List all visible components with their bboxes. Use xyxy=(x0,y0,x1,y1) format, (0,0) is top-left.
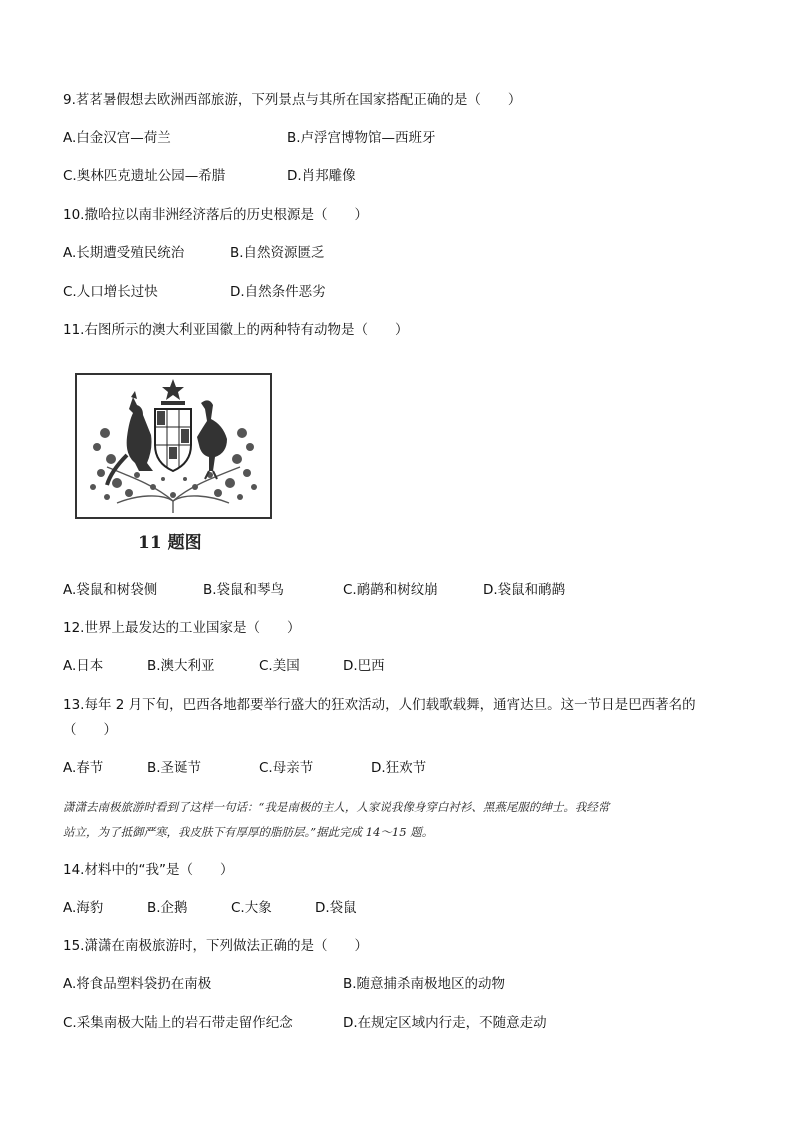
q13-stem-line1: 13.每年 2 月下旬，巴西各地都要举行盛大的狂欢活动，人们载歌载舞，通宵达旦。这一节日是巴西著名的 xyxy=(63,697,696,713)
q15-option-b: B.随意捕杀南极地区的动物 xyxy=(343,976,506,992)
q11-option-d: D.袋鼠和鸸鹋 xyxy=(483,582,566,598)
q15-option-a: A.将食品塑料袋扔在南极 xyxy=(63,976,212,992)
q13-option-a: A.春节 xyxy=(63,760,104,776)
q12-stem: 12.世界上最发达的工业国家是（ ） xyxy=(63,620,301,636)
q10-option-b: B.自然资源匮乏 xyxy=(230,245,325,261)
q14-option-c: C.大象 xyxy=(231,900,272,916)
australia-coat-of-arms-image xyxy=(77,375,270,517)
q15-option-d: D.在规定区域内行走，不随意走动 xyxy=(343,1015,547,1031)
q14-option-d: D.袋鼠 xyxy=(315,900,357,916)
q14-option-a: A.海豹 xyxy=(63,900,104,916)
q10-stem: 10.撒哈拉以南非洲经济落后的历史根源是（ ） xyxy=(63,207,368,223)
q12-option-d: D.巴西 xyxy=(343,658,385,674)
q10-option-a: A.长期遭受殖民统治 xyxy=(63,245,185,261)
q10-option-d: D.自然条件恶劣 xyxy=(230,284,326,300)
q15-stem: 15.潇潇在南极旅游时，下列做法正确的是（ ） xyxy=(63,938,368,954)
reading-material-line1: 潇潇去南极旅游时看到了这样一句话：“我是南极的主人，人家说我像身穿白衬衫、黑燕尾服的绅士。我经常 xyxy=(63,800,610,814)
q9-option-a: A.白金汉宫—荷兰 xyxy=(63,130,171,146)
q9-option-b: B.卢浮宫博物馆—西班牙 xyxy=(287,130,436,146)
q14-stem: 14.材料中的“我”是（ ） xyxy=(63,862,234,878)
q9-stem: 9.茗茗暑假想去欧洲西部旅游，下列景点与其所在国家搭配正确的是（ ） xyxy=(63,92,522,108)
q12-option-c: C.美国 xyxy=(259,658,300,674)
q12-option-a: A.日本 xyxy=(63,658,104,674)
q11-option-a: A.袋鼠和树袋侧 xyxy=(63,582,158,598)
q9-option-c: C.奥林匹克遗址公园—希腊 xyxy=(63,168,226,184)
q15-option-c: C.采集南极大陆上的岩石带走留作纪念 xyxy=(63,1015,293,1031)
q13-option-b: B.圣诞节 xyxy=(147,760,202,776)
q14-option-b: B.企鹅 xyxy=(147,900,188,916)
coat-of-arms-figure xyxy=(75,373,272,519)
q13-option-d: D.狂欢节 xyxy=(371,760,427,776)
q13-option-c: C.母亲节 xyxy=(259,760,314,776)
figure-caption: 11 题图 xyxy=(138,533,202,553)
q12-option-b: B.澳大利亚 xyxy=(147,658,215,674)
q13-stem-line2: （ ） xyxy=(63,722,117,738)
reading-material-line2: 站立，为了抵御严寒，我皮肤下有厚厚的脂肪层。”据此完成 14～15 题。 xyxy=(63,825,434,839)
q11-option-c: C.鸸鹋和树纹崩 xyxy=(343,582,438,598)
q10-option-c: C.人口增长过快 xyxy=(63,284,158,300)
q11-stem: 11.右图所示的澳大利亚国徽上的两种特有动物是（ ） xyxy=(63,322,409,338)
q9-option-d: D.肖邦雕像 xyxy=(287,168,356,184)
q11-option-b: B.袋鼠和琴鸟 xyxy=(203,582,285,598)
